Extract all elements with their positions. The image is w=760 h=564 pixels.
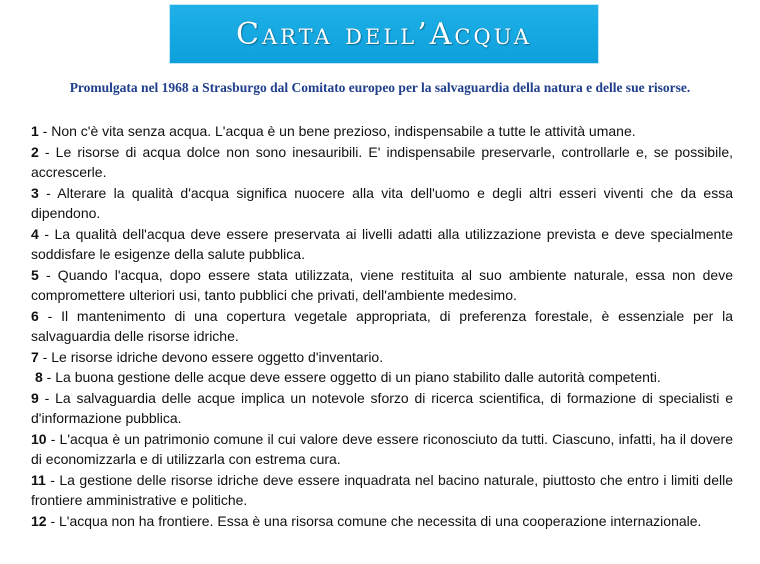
article-text: - Alterare la qualità d'acqua significa nuocere alla vita dell'uomo e degli altri esseri viventi che da essa dipendono. xyxy=(31,184,733,221)
article-10 xyxy=(31,429,733,470)
article-1 xyxy=(31,121,733,142)
article-7 xyxy=(31,347,733,368)
article-text: - Non c'è vita senza acqua. L'acqua è un bene prezioso, indispensabile a tutte le attività umane. xyxy=(38,123,636,139)
article-number: 9 xyxy=(31,389,39,406)
article-9 xyxy=(31,388,733,429)
article-text: - Le risorse di acqua dolce non sono inesauribili. E' indispensabile preservarle, controllarle e, se possibile, accrescerle. xyxy=(31,143,733,180)
article-text: - La salvaguardia delle acque implica un notevole sforzo di ricerca scientifica, di formazione di specialisti e d'informazione pubblica. xyxy=(31,389,733,426)
article-12 xyxy=(31,511,733,532)
article-11 xyxy=(31,470,733,511)
title-banner xyxy=(169,4,599,64)
article-number: 6 xyxy=(31,307,39,324)
article-text: - La buona gestione delle acque deve essere oggetto di un piano stabilito dalle autorità competenti. xyxy=(42,369,661,385)
article-6 xyxy=(31,306,733,347)
article-number: 1 xyxy=(31,123,39,139)
article-text: - La qualità dell'acqua deve essere preservata ai livelli adatti alla utilizzazione prevista e deve specialmente soddisfare le esigenze della salute pubblica. xyxy=(31,225,733,262)
article-number: 10 xyxy=(31,430,47,447)
article-number: 2 xyxy=(31,143,39,160)
article-text: - Quando l'acqua, dopo essere stata utilizzata, viene restituita al suo ambiente naturale, essa non deve compromettere ulteriori usi, tanto pubblici che privati, dell'ambiente medesimo. xyxy=(31,266,733,303)
article-text: - La gestione delle risorse idriche deve essere inquadrata nel bacino naturale, piuttosto che entro i limiti delle frontiere amministrative e politiche. xyxy=(31,471,733,508)
article-number: 11 xyxy=(31,471,46,488)
article-text: - Le risorse idriche devono essere oggetto d'inventario. xyxy=(38,348,384,365)
article-8 xyxy=(31,367,733,388)
article-number: 8 xyxy=(35,369,43,385)
article-text: - Il mantenimento di una copertura vegetale appropriata, di preferenza forestale, è essenziale per la salvaguardia delle risorse idriche. xyxy=(31,307,733,344)
article-number: 4 xyxy=(31,225,39,242)
article-number: 12 xyxy=(31,512,47,529)
article-2 xyxy=(31,142,733,183)
subtitle: Promulgata nel 1968 a Strasburgo dal Comitato europeo per la salvaguardia della natura e delle sue risorse. xyxy=(69,80,691,95)
article-text: - L'acqua è un patrimonio comune il cui valore deve essere riconosciuto da tutti. Ciascuno, infatti, ha il dovere di economizzarla e di utilizzarla con estrema cura. xyxy=(31,430,733,467)
article-5 xyxy=(31,265,733,306)
articles-list xyxy=(31,121,733,531)
article-text: - L'acqua non ha frontiere. Essa è una risorsa comune che necessita di una cooperazione internazionale. xyxy=(46,512,702,529)
page-title: Carta dell’Acqua xyxy=(236,16,532,52)
article-3 xyxy=(31,183,733,224)
article-number: 5 xyxy=(31,266,39,283)
article-number: 3 xyxy=(31,184,39,201)
article-4 xyxy=(31,224,733,265)
article-number: 7 xyxy=(31,348,39,365)
